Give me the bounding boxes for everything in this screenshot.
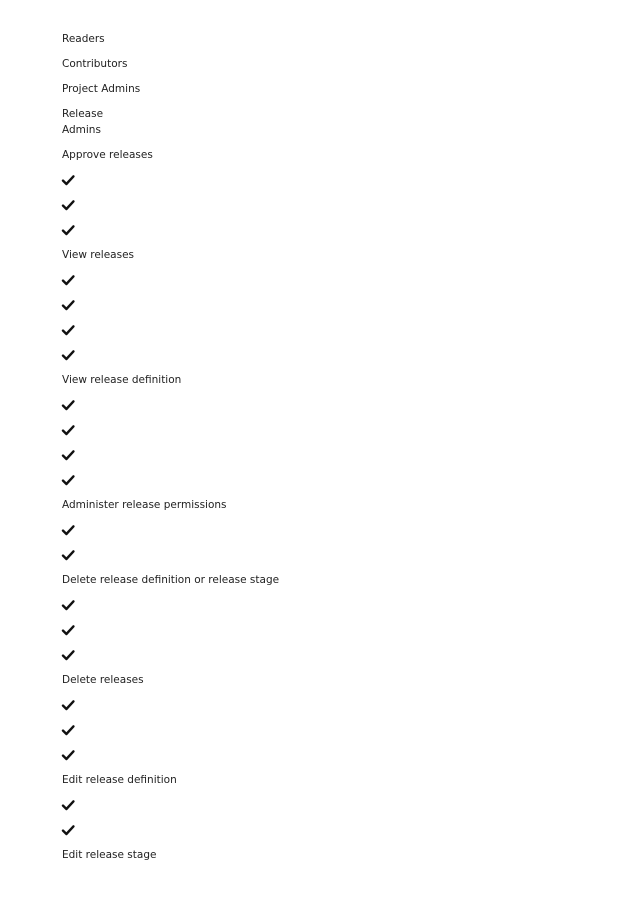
checkmark-icon (61, 323, 75, 337)
role-release-admins-line1: Release (62, 108, 104, 120)
checkmark-icon (61, 623, 75, 637)
permission-label: Administer release permissions (62, 499, 227, 511)
checkmark-icon (61, 223, 75, 237)
checkmark-icon (61, 698, 75, 712)
checkmark-icon (61, 473, 75, 487)
role-release-admins-line2: Admins (62, 124, 101, 136)
checkmark-icon (61, 648, 75, 662)
permission-label: View release definition (62, 374, 182, 386)
checkmark-icon (61, 423, 75, 437)
permission-label: Approve releases (62, 149, 153, 161)
permission-label: Edit release definition (62, 774, 177, 786)
role-readers: Readers (62, 33, 105, 45)
checkmark-icon (61, 598, 75, 612)
role-project-admins: Project Admins (62, 83, 141, 95)
checkmark-icon (61, 348, 75, 362)
checkmark-icon (61, 548, 75, 562)
checkmark-icon (61, 173, 75, 187)
checkmark-icon (61, 298, 75, 312)
checkmark-icon (61, 523, 75, 537)
checkmark-icon (61, 273, 75, 287)
role-contributors: Contributors (62, 58, 128, 70)
checkmark-icon (61, 448, 75, 462)
checkmark-icon (61, 398, 75, 412)
permission-label: View releases (62, 249, 135, 261)
permission-label: Delete releases (62, 674, 144, 686)
checkmark-icon (61, 823, 75, 837)
checkmark-icon (61, 198, 75, 212)
checkmark-icon (61, 798, 75, 812)
permission-label: Edit release stage (62, 849, 157, 861)
checkmark-icon (61, 748, 75, 762)
permission-label: Delete release definition or release stage (62, 574, 280, 586)
checkmark-icon (61, 723, 75, 737)
